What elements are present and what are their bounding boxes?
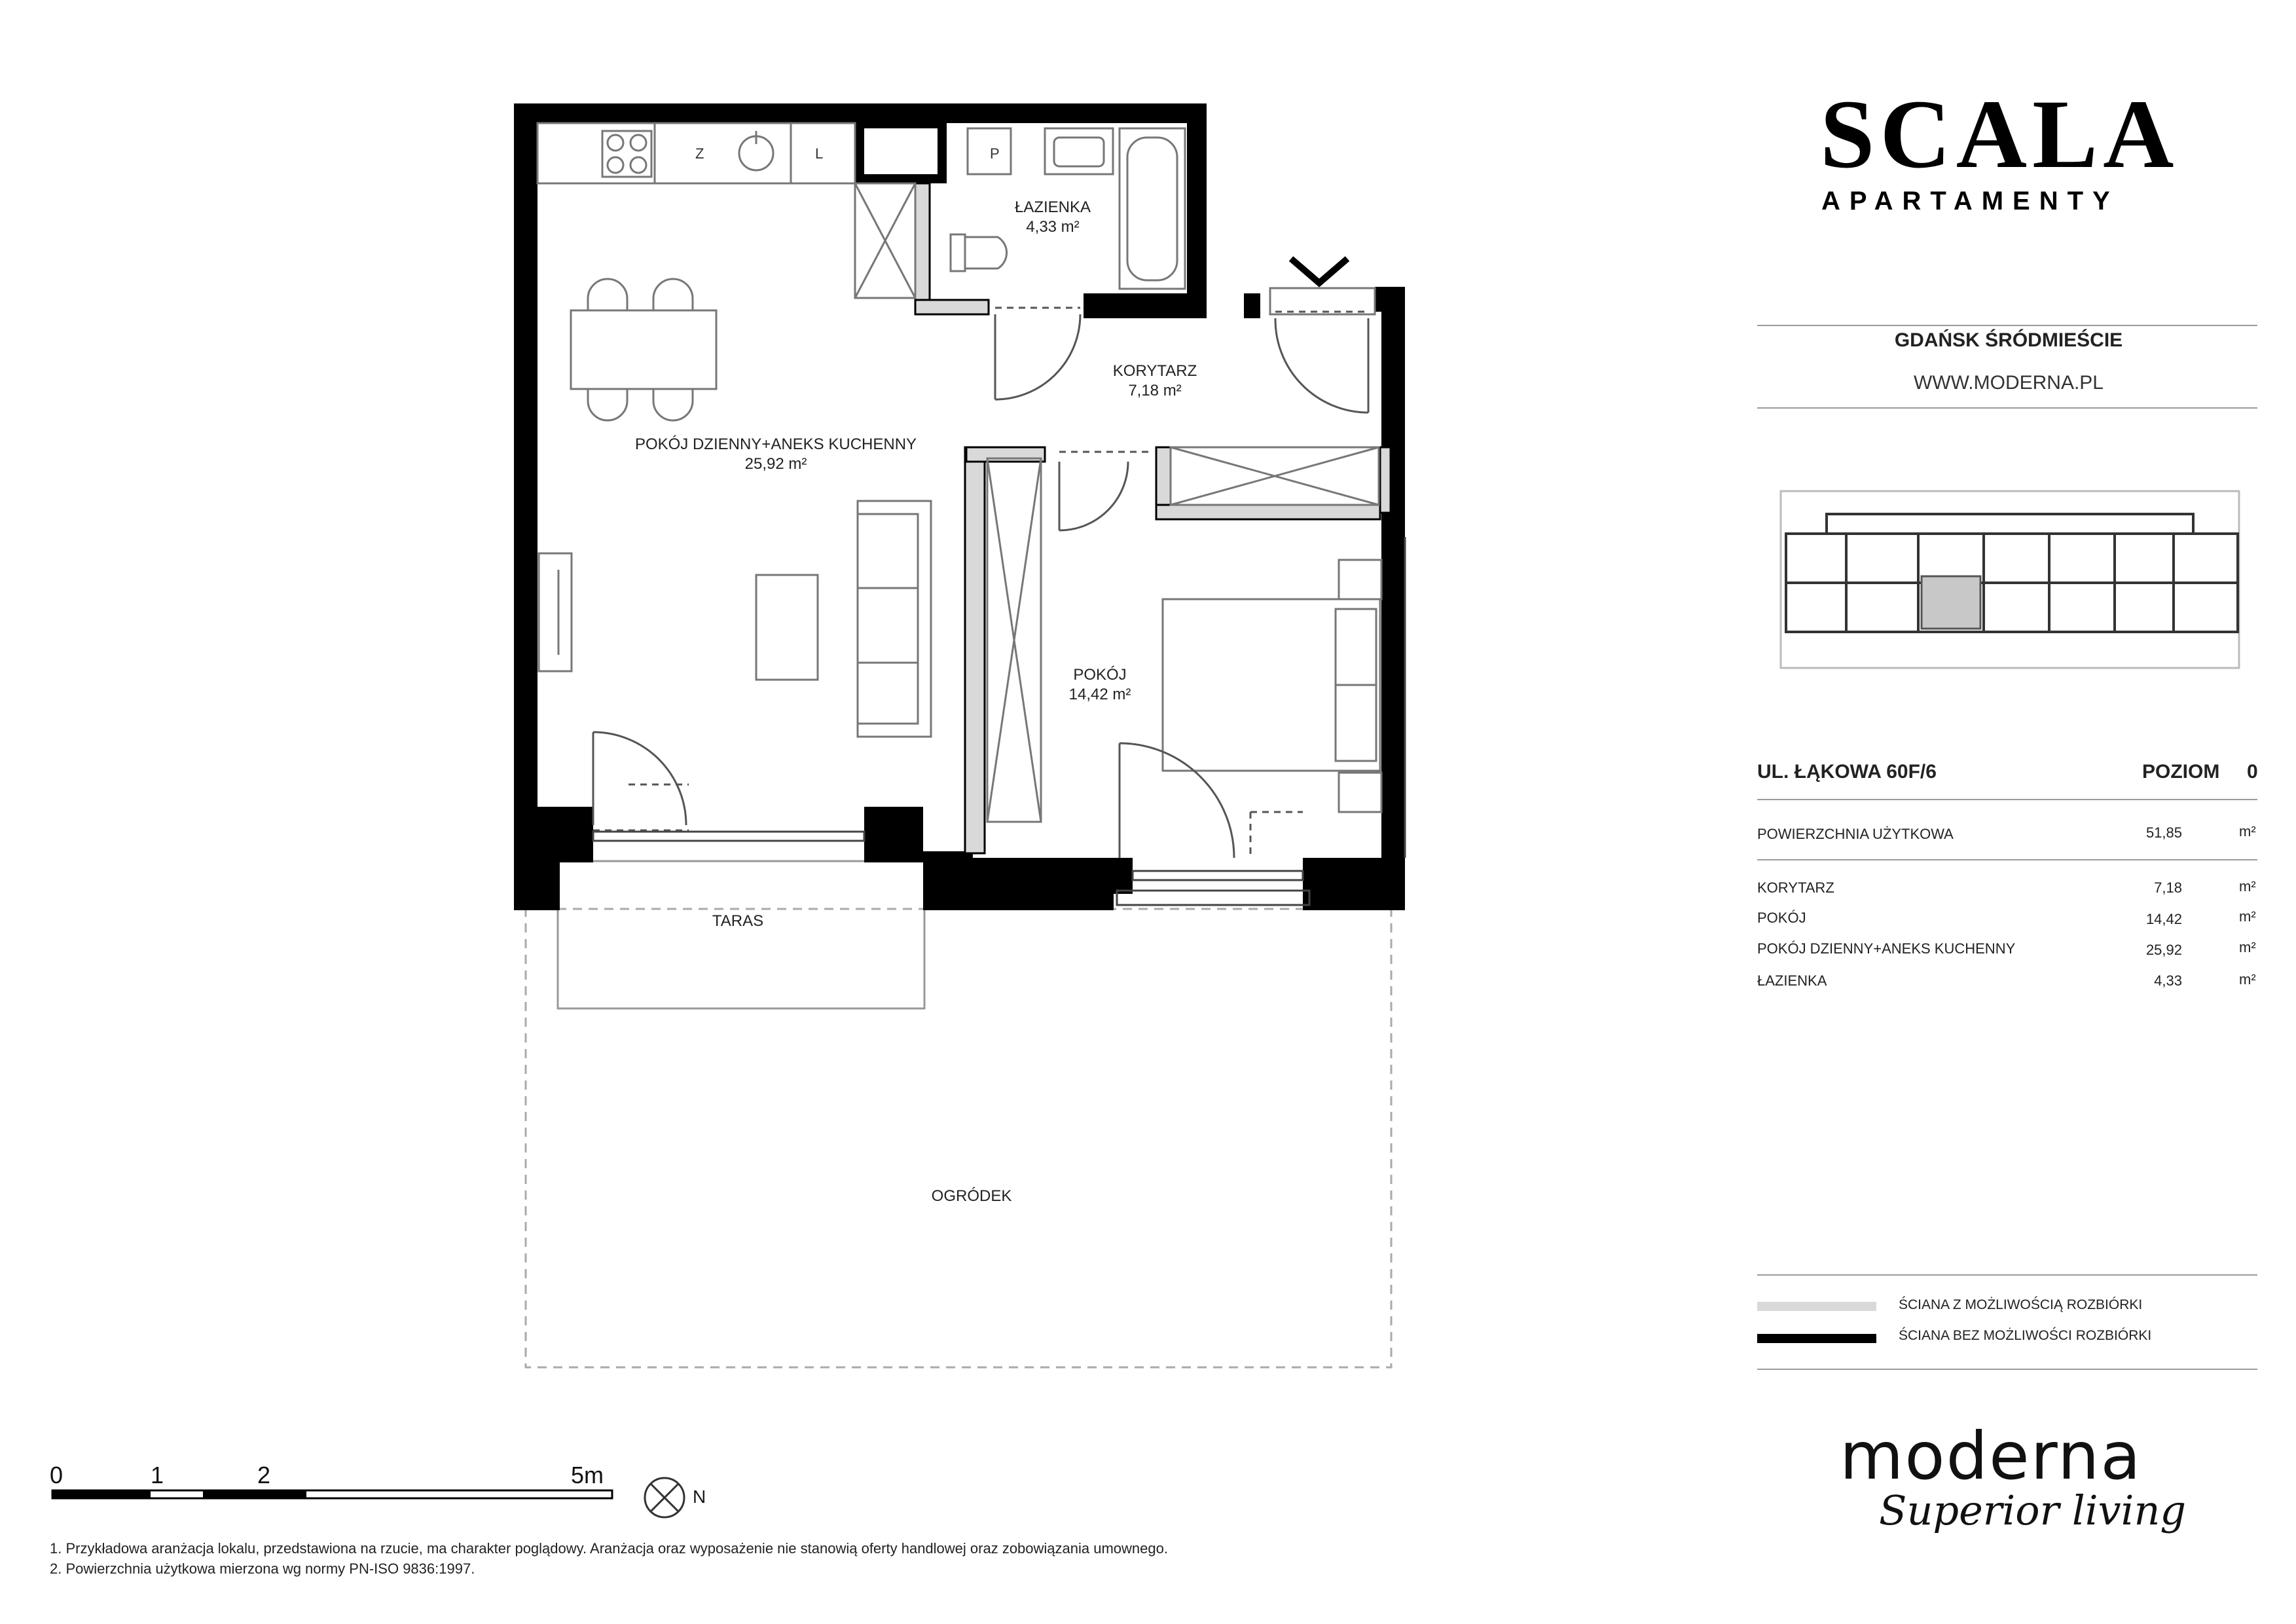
room-row-label: KORYTARZ bbox=[1757, 879, 1834, 896]
room-row-area: 4,33 bbox=[2154, 972, 2182, 989]
footer-brand-name: moderna bbox=[1840, 1418, 2142, 1494]
room-row-unit: m² bbox=[2239, 878, 2256, 895]
unit-address: UL. ŁĄKOWA 60F/6 bbox=[1757, 761, 1937, 783]
washer-letter: P bbox=[990, 145, 1000, 162]
north-arrow-icon bbox=[643, 1476, 689, 1522]
cooktop-icon bbox=[602, 131, 651, 177]
room-row-label: ŁAZIENKA bbox=[1757, 972, 1827, 989]
garden-outline bbox=[526, 909, 1391, 1367]
total-area-unit: m² bbox=[2239, 823, 2256, 840]
scale-bar bbox=[46, 1486, 622, 1513]
room-row-unit: m² bbox=[2239, 939, 2256, 955]
terrace-outline bbox=[558, 861, 924, 1008]
wardrobe-bedroom bbox=[987, 458, 1041, 822]
coffee-table bbox=[756, 575, 818, 680]
note-1: 1. Przykładowa aranżacja lokalu, przedstawiona na rzucie, ma charakter poglądowy. Aranżacja oraz wyposażenie nie stanowią oferty handlowej oraz zobowiązania umownego. bbox=[50, 1540, 1168, 1557]
garden-label: OGRÓDEK bbox=[931, 1187, 1012, 1205]
dining-table bbox=[571, 279, 716, 420]
locator-map-icon bbox=[1768, 471, 2252, 681]
fridge-letter: Z bbox=[695, 145, 704, 162]
level-value: 0 bbox=[2247, 761, 2258, 783]
living-room-label bbox=[635, 435, 917, 474]
terrace-label: TARAS bbox=[712, 912, 764, 930]
bed bbox=[1163, 560, 1381, 812]
windows bbox=[593, 537, 1405, 905]
room-row-area: 25,92 bbox=[2145, 942, 2182, 958]
wardrobe-hall bbox=[1270, 288, 1375, 314]
total-area-label: POWIERZCHNIA UŻYTKOWA bbox=[1757, 826, 1954, 842]
level-label: POZIOM bbox=[2142, 761, 2220, 783]
bedroom-name: POKÓJ bbox=[1073, 666, 1127, 684]
scale-tick-2: 2 bbox=[257, 1462, 271, 1488]
website-link[interactable]: WWW.MODERNA.PL bbox=[1914, 372, 2104, 394]
scale-tick-0: 0 bbox=[50, 1462, 64, 1488]
divider bbox=[1757, 1274, 2257, 1276]
room-row-unit: m² bbox=[2239, 971, 2256, 987]
location-city: GDAŃSK ŚRÓDMIEŚCIE bbox=[1894, 329, 2123, 351]
divider bbox=[1757, 1369, 2257, 1370]
removable-wall-swatch bbox=[1757, 1302, 1876, 1311]
divider bbox=[1757, 407, 2257, 409]
room-row-label: POKÓJ bbox=[1757, 910, 1806, 926]
footer-brand-tagline: Superior living bbox=[1879, 1486, 2187, 1534]
dishwasher-letter: L bbox=[815, 145, 824, 162]
bathroom-label bbox=[1015, 198, 1091, 237]
bathroom-area: 4,33 m² bbox=[1026, 218, 1080, 236]
unit-highlight bbox=[1922, 576, 1980, 629]
load-bearing-wall-swatch bbox=[1757, 1334, 1876, 1343]
washer-box bbox=[968, 128, 1011, 174]
room-row-area: 7,18 bbox=[2154, 879, 2182, 896]
corridor-name: KORYTARZ bbox=[1112, 362, 1197, 380]
tv-unit bbox=[539, 553, 572, 671]
bathroom-name: ŁAZIENKA bbox=[1014, 198, 1091, 216]
room-row-area: 14,42 bbox=[2145, 911, 2182, 927]
total-area-value: 51,85 bbox=[2145, 824, 2182, 841]
load-bearing-wall-label: ŚCIANA BEZ MOŻLIWOŚCI ROZBIÓRKI bbox=[1899, 1328, 2152, 1343]
divider bbox=[1757, 325, 2257, 326]
living-room-area: 25,92 m² bbox=[744, 455, 807, 473]
divider bbox=[1757, 799, 2257, 800]
sink-icon bbox=[739, 131, 773, 170]
room-row-unit: m² bbox=[2239, 908, 2256, 925]
bedroom-label bbox=[1069, 665, 1131, 705]
bedroom-area: 14,42 m² bbox=[1068, 686, 1131, 703]
entrance-arrow-icon bbox=[1291, 259, 1347, 283]
bathtub-icon bbox=[1120, 128, 1185, 289]
scale-tick-5m: 5m bbox=[571, 1462, 604, 1488]
toilet-icon bbox=[951, 234, 1007, 271]
scale-tick-1: 1 bbox=[151, 1462, 164, 1488]
brand-title: SCALA bbox=[1820, 80, 2179, 189]
corridor-label bbox=[1113, 361, 1197, 401]
divider bbox=[1757, 859, 2257, 860]
sofa bbox=[858, 501, 931, 737]
north-label: N bbox=[693, 1486, 706, 1507]
note-2: 2. Powierzchnia użytkowa mierzona wg normy PN-ISO 9836:1997. bbox=[50, 1560, 475, 1577]
brand-subtitle: APARTAMENTY bbox=[1821, 187, 2119, 215]
living-room-name: POKÓJ DZIENNY+ANEKS KUCHENNY bbox=[634, 435, 917, 453]
washbasin-icon bbox=[1045, 128, 1113, 174]
corridor-area: 7,18 m² bbox=[1128, 382, 1182, 399]
removable-wall-label: ŚCIANA Z MOŻLIWOŚCIĄ ROZBIÓRKI bbox=[1899, 1297, 2143, 1312]
room-row-label: POKÓJ DZIENNY+ANEKS KUCHENNY bbox=[1757, 940, 2016, 957]
wardrobe-corridor bbox=[1171, 447, 1379, 505]
